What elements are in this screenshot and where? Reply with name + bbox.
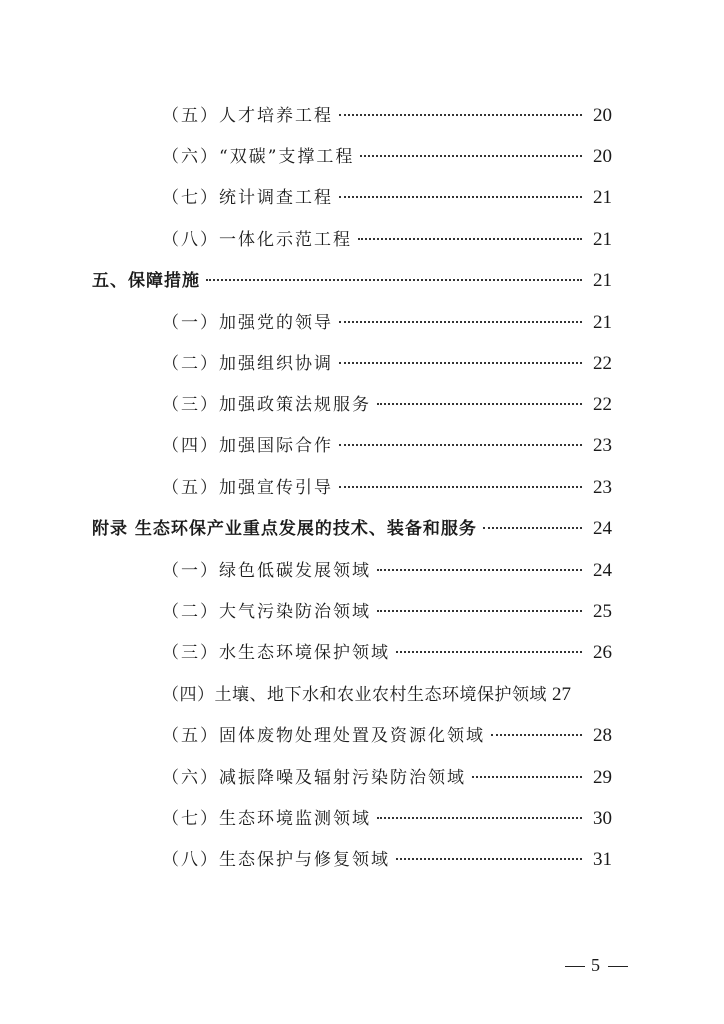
toc-leader-dots bbox=[339, 486, 582, 488]
toc-entry-title: （二）大气污染防治领域 bbox=[162, 602, 371, 622]
toc-entry[interactable] bbox=[162, 804, 612, 834]
page-number-dash-right bbox=[608, 966, 628, 967]
toc-entry-title: （八）生态保护与修复领域 bbox=[162, 850, 390, 870]
toc-entry[interactable] bbox=[162, 845, 612, 875]
toc-entry[interactable] bbox=[162, 349, 612, 379]
toc-entry-page: 21 bbox=[593, 312, 612, 333]
toc-entry-page: 31 bbox=[593, 849, 612, 870]
toc-section-entry[interactable] bbox=[92, 514, 612, 544]
toc-entry-title: （一）加强党的领导 bbox=[162, 313, 333, 333]
toc-entry-page: 30 bbox=[593, 808, 612, 829]
toc-leader-dots bbox=[339, 114, 582, 116]
toc-leader-dots bbox=[377, 403, 582, 405]
toc-entry[interactable] bbox=[162, 473, 612, 503]
toc-section-title: 附录 生态环保产业重点发展的技术、装备和服务 bbox=[92, 519, 477, 539]
toc-entry[interactable] bbox=[162, 597, 612, 627]
toc-entry[interactable] bbox=[162, 763, 612, 793]
toc-entry[interactable] bbox=[162, 556, 612, 586]
toc-leader-dots bbox=[377, 817, 582, 819]
toc-entry[interactable] bbox=[162, 183, 612, 213]
toc-entry[interactable] bbox=[162, 680, 612, 710]
toc-entry-page: 21 bbox=[593, 270, 612, 291]
toc-entry-page: 23 bbox=[593, 477, 612, 498]
page-number bbox=[559, 955, 634, 976]
toc-entry-page: 20 bbox=[593, 105, 612, 126]
toc-leader-dots bbox=[483, 527, 582, 529]
toc-leader-dots bbox=[377, 569, 582, 571]
toc-entry[interactable] bbox=[162, 142, 612, 172]
toc-entry-page: 22 bbox=[593, 394, 612, 415]
toc-leader-dots bbox=[396, 651, 582, 653]
toc-leader-dots bbox=[472, 776, 582, 778]
toc-entry[interactable] bbox=[162, 225, 612, 255]
toc-leader-dots bbox=[396, 858, 582, 860]
toc-leader-dots bbox=[339, 362, 582, 364]
toc-entry-page: 24 bbox=[593, 518, 612, 539]
toc-entry[interactable] bbox=[162, 638, 612, 668]
toc-leader-dots bbox=[360, 155, 582, 157]
toc-entry-title: （六）“双碳”支撑工程 bbox=[162, 147, 355, 167]
toc-leader-dots bbox=[339, 196, 582, 198]
toc-entry[interactable] bbox=[162, 308, 612, 338]
toc-entry-title: （三）加强政策法规服务 bbox=[162, 395, 371, 415]
toc-entry-title: （五）固体废物处理处置及资源化领域 bbox=[162, 726, 485, 746]
toc-entry[interactable] bbox=[162, 101, 612, 131]
toc-entry[interactable] bbox=[162, 431, 612, 461]
toc-leader-dots bbox=[339, 444, 582, 446]
toc-entry-title: （二）加强组织协调 bbox=[162, 354, 333, 374]
toc-entry-page: 23 bbox=[593, 435, 612, 456]
toc-entry-title: （七）生态环境监测领域 bbox=[162, 809, 371, 829]
toc-leader-dots bbox=[358, 238, 582, 240]
toc-leader-dots bbox=[377, 610, 582, 612]
toc-entry-page: 21 bbox=[593, 229, 612, 250]
toc-entry-title: （一）绿色低碳发展领域 bbox=[162, 561, 371, 581]
toc-entry-page: 29 bbox=[593, 767, 612, 788]
toc-entry-page: 26 bbox=[593, 642, 612, 663]
page-number-dash-left bbox=[565, 966, 585, 967]
toc-entry[interactable] bbox=[162, 721, 612, 751]
toc-entry-page: 27 bbox=[552, 684, 571, 705]
toc-entry-title: （六）减振降噪及辐射污染防治领域 bbox=[162, 768, 466, 788]
toc-entry-title: （五）人才培养工程 bbox=[162, 106, 333, 126]
toc-entry-title: （四）土壤、地下水和农业农村生态环境保护领域 bbox=[162, 685, 547, 705]
toc-section-entry[interactable] bbox=[92, 266, 612, 296]
toc-entry-page: 28 bbox=[593, 725, 612, 746]
toc-entry-page: 20 bbox=[593, 146, 612, 167]
toc-entry-page: 22 bbox=[593, 353, 612, 374]
toc-entry[interactable] bbox=[162, 390, 612, 420]
toc-section-title: 五、保障措施 bbox=[92, 271, 200, 291]
toc-entry-page: 25 bbox=[593, 601, 612, 622]
toc-entry-title: （四）加强国际合作 bbox=[162, 436, 333, 456]
toc-entry-title: （五）加强宣传引导 bbox=[162, 478, 333, 498]
toc-entry-page: 21 bbox=[593, 187, 612, 208]
page-number-value: 5 bbox=[591, 955, 602, 975]
toc-entry-page: 24 bbox=[593, 560, 612, 581]
toc-entry-title: （三）水生态环境保护领域 bbox=[162, 643, 390, 663]
toc-entry-title: （七）统计调查工程 bbox=[162, 188, 333, 208]
toc-leader-dots bbox=[491, 734, 582, 736]
toc-entry-title: （八）一体化示范工程 bbox=[162, 230, 352, 250]
toc-leader-dots bbox=[339, 321, 582, 323]
toc-leader-dots bbox=[206, 279, 582, 281]
